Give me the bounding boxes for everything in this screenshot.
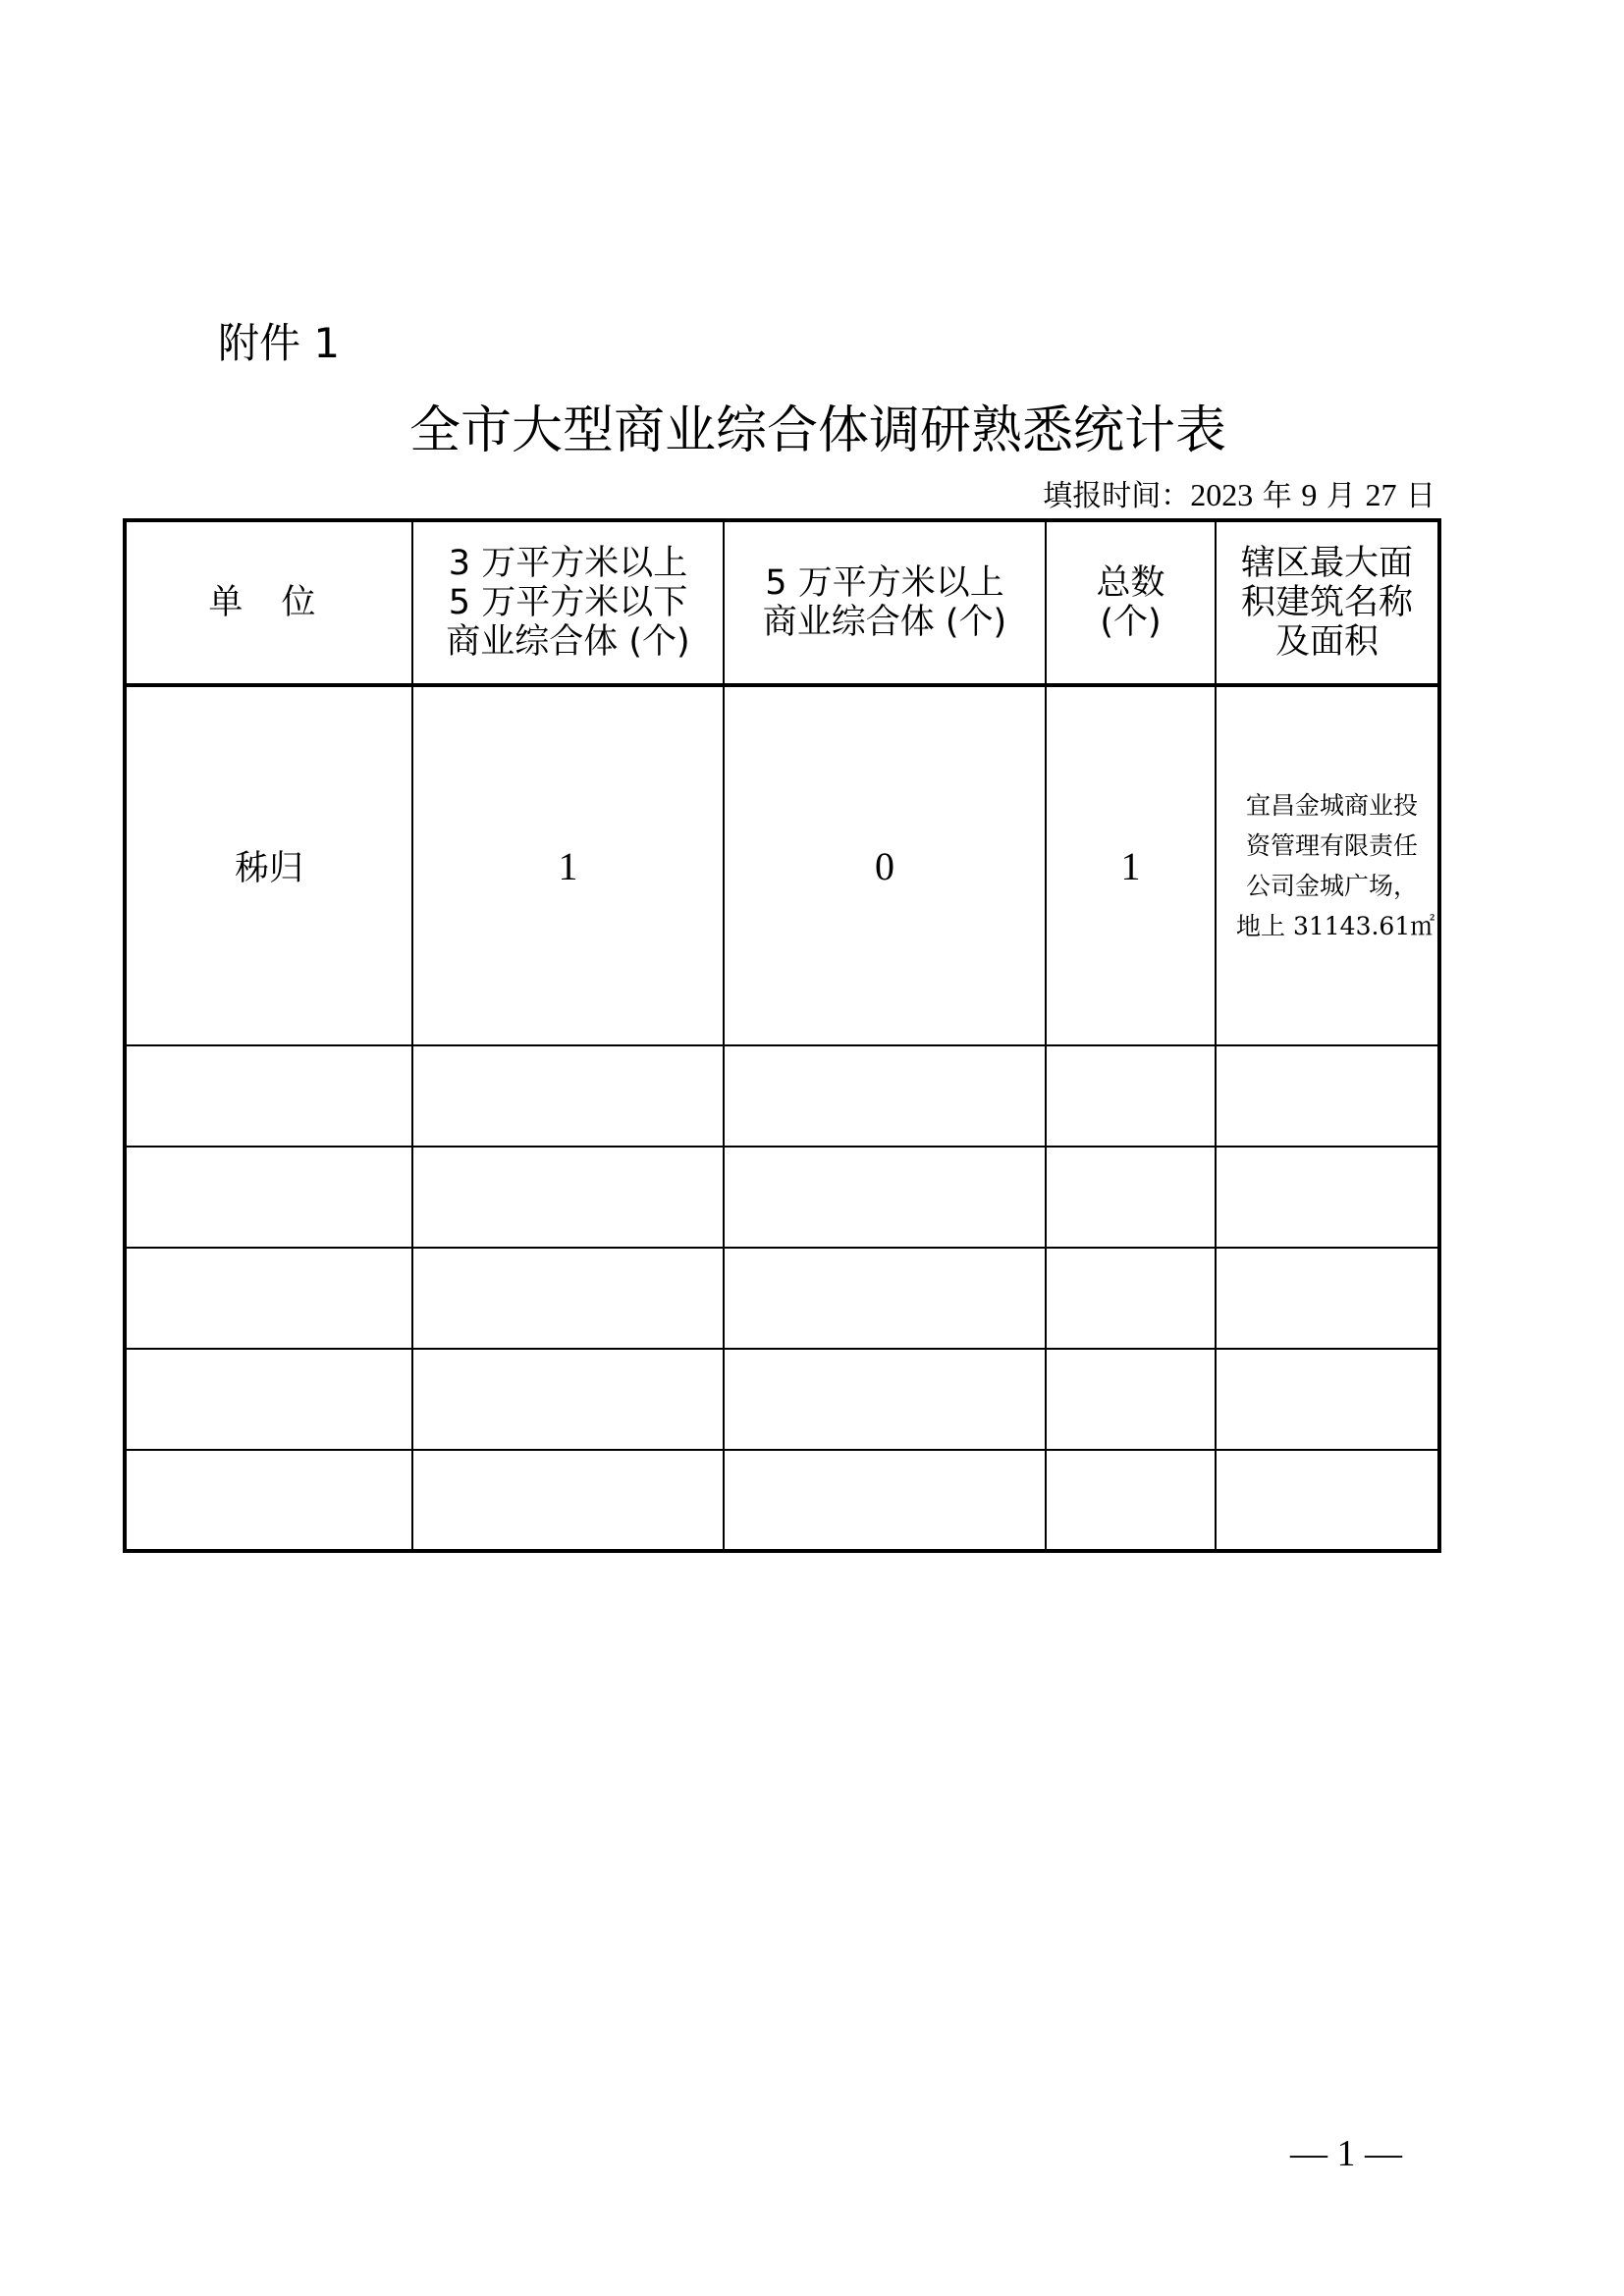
- cell-unit: [125, 1248, 412, 1349]
- fill-date: [1021, 475, 1435, 516]
- header-largest-building: 辖区最大面 积建筑名称 及面积: [1216, 520, 1439, 685]
- table-row: [125, 1349, 1439, 1450]
- cell-largest-building: 宜昌金城商业投 资管理有限责任 公司金城广场， 地上 31143.61㎡: [1216, 685, 1439, 1045]
- attachment-label: 附件 1: [218, 319, 341, 367]
- header-unit: 单 位: [125, 520, 412, 685]
- cell-unit: 秭归: [125, 685, 412, 1045]
- cell-above-5-wan-count: 0: [724, 685, 1046, 1045]
- table-row: [125, 1045, 1439, 1147]
- cell-unit: [125, 1147, 412, 1248]
- cell-largest-building: [1216, 1349, 1439, 1450]
- document-title: 全市大型商业综合体调研熟悉统计表: [408, 401, 1226, 460]
- cell-total: [1046, 1248, 1216, 1349]
- fill-date-month: 9: [1301, 477, 1318, 512]
- header-3-to-5-wan-sqm: 3 万平方米以上 5 万平方米以下 商业综合体 (个): [412, 520, 724, 685]
- fill-date-day-unit: 日: [1406, 479, 1435, 513]
- fill-date-year-unit: 年: [1262, 479, 1292, 513]
- statistics-table: [123, 518, 1441, 1553]
- table-row: [125, 685, 1439, 1045]
- table-row: [125, 1450, 1439, 1551]
- cell-total: [1046, 1045, 1216, 1147]
- cell-3-to-5-wan-count: [412, 1147, 724, 1248]
- cell-total: [1046, 1349, 1216, 1450]
- cell-unit: [125, 1450, 412, 1551]
- table-row: [125, 1147, 1439, 1248]
- cell-largest-building: [1216, 1147, 1439, 1248]
- fill-date-month-unit: 月: [1326, 479, 1356, 513]
- cell-3-to-5-wan-count: [412, 1045, 724, 1147]
- cell-above-5-wan-count: [724, 1450, 1046, 1551]
- cell-unit: [125, 1045, 412, 1147]
- cell-above-5-wan-count: [724, 1147, 1046, 1248]
- cell-above-5-wan-count: [724, 1248, 1046, 1349]
- fill-date-label: 填报时间：: [1043, 479, 1191, 513]
- cell-unit: [125, 1349, 412, 1450]
- header-above-5-wan-sqm: 5 万平方米以上 商业综合体 (个): [724, 520, 1046, 685]
- table-row: [125, 1248, 1439, 1349]
- cell-total: [1046, 1450, 1216, 1551]
- cell-3-to-5-wan-count: [412, 1248, 724, 1349]
- cell-3-to-5-wan-count: [412, 1349, 724, 1450]
- cell-largest-building: [1216, 1450, 1439, 1551]
- cell-total: 1: [1046, 685, 1216, 1045]
- cell-above-5-wan-count: [724, 1045, 1046, 1147]
- page-number: — 1 —: [1290, 2133, 1402, 2174]
- cell-total: [1046, 1147, 1216, 1248]
- cell-largest-building: [1216, 1248, 1439, 1349]
- fill-date-year: 2023: [1190, 477, 1254, 512]
- table-header-row: [125, 520, 1439, 685]
- cell-largest-building: [1216, 1045, 1439, 1147]
- cell-above-5-wan-count: [724, 1349, 1046, 1450]
- cell-3-to-5-wan-count: 1: [412, 685, 724, 1045]
- fill-date-day: 27: [1365, 477, 1397, 512]
- cell-3-to-5-wan-count: [412, 1450, 724, 1551]
- header-total: 总数 (个): [1046, 520, 1216, 685]
